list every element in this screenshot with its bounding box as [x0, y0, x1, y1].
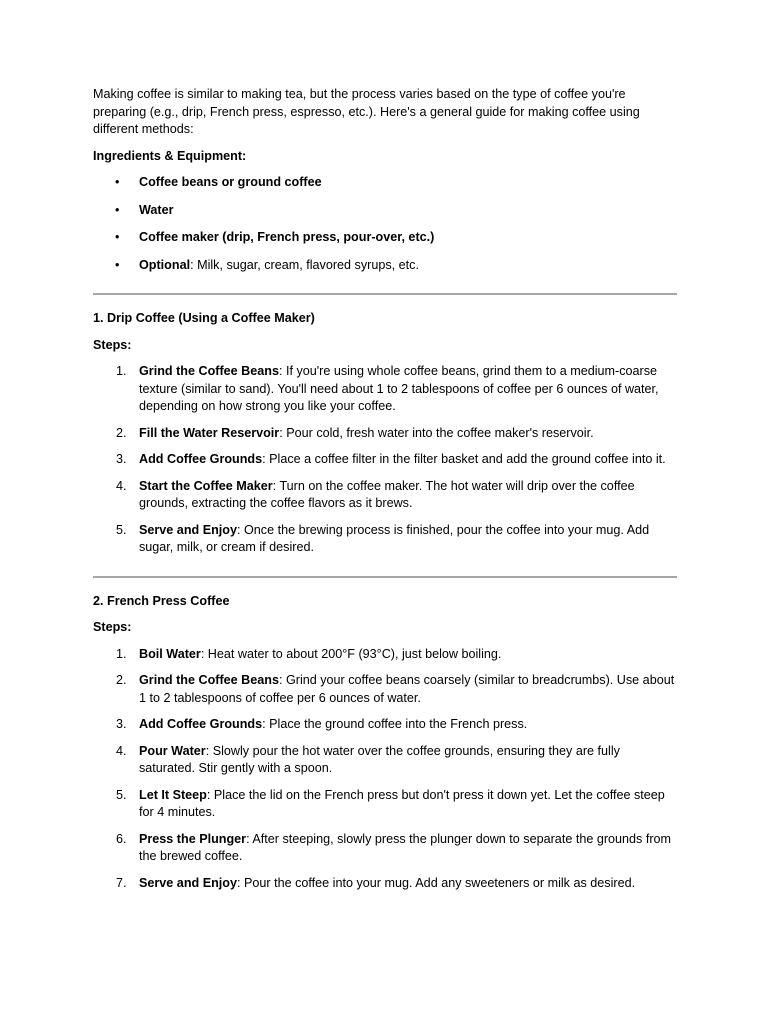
step-text: : Place a coffee filter in the filter basket and add the ground coffee into it.: [262, 452, 666, 466]
bullet-icon: •: [115, 175, 120, 189]
step-text: : Once the brewing process is finished, pour the coffee into your mug. Add sugar, milk, or cream if desired.: [139, 522, 650, 554]
item-text: : Milk, sugar, cream, flavored syrups, etc.: [190, 257, 419, 272]
section-divider: [93, 293, 677, 295]
step-title: Grind the Coffee Beans: [139, 364, 279, 378]
step-number: 2.: [116, 673, 127, 687]
step-number: 3.: [116, 717, 127, 731]
list-item: [93, 202, 677, 220]
step-number: 1.: [116, 364, 127, 378]
step-text: : If you're using whole coffee beans, grind them to a medium-coarse texture (similar to sand). You'll need about 1 to 2 tablespoons of coffee per 6 ounces of water, depending on how strong you like your coffee.: [139, 364, 659, 413]
step-title: Start the Coffee Maker: [139, 478, 273, 493]
step-number: 5.: [116, 787, 127, 802]
step-item: [93, 522, 677, 557]
step-title: Boil Water: [139, 646, 201, 661]
intro-paragraph: Making coffee is similar to making tea, but the process varies based on the type of coffee you're preparing (e.g., drip, French press, espresso, etc.). Here's a general guide for making coffee using different methods:: [93, 87, 640, 136]
step-title: Serve and Enjoy: [139, 875, 237, 890]
step-item: [93, 743, 677, 778]
step-title: Fill the Water Reservoir: [139, 425, 280, 440]
step-text: : Slowly pour the hot water over the coffee grounds, ensuring they are fully saturated. Stir gently with a spoon.: [139, 743, 620, 775]
step-text: : Pour the coffee into your mug. Add any sweeteners or milk as desired.: [237, 875, 636, 890]
section-divider: [93, 576, 677, 578]
item-label: Water: [139, 202, 174, 217]
list-item: [93, 229, 677, 247]
step-item: [93, 451, 677, 469]
step-number: 2.: [116, 425, 127, 440]
steps-label: Steps:: [93, 337, 132, 352]
step-number: 7.: [116, 875, 127, 890]
step-title: Pour Water: [139, 743, 206, 758]
step-item: [93, 478, 677, 513]
step-title: Add Coffee Grounds: [139, 717, 263, 731]
step-item: [93, 787, 677, 822]
item-label: Coffee beans or ground coffee: [139, 175, 322, 189]
step-title: Press the Plunger: [139, 831, 247, 846]
step-title: Add Coffee Grounds: [139, 452, 263, 466]
list-item: [93, 257, 677, 275]
step-number: 6.: [116, 831, 127, 846]
step-item: [93, 425, 677, 443]
section-title-drip: 1. Drip Coffee (Using a Coffee Maker): [93, 311, 315, 325]
step-text: : Pour cold, fresh water into the coffee maker's reservoir.: [279, 425, 594, 440]
step-item: [93, 716, 677, 734]
step-text: : Heat water to about 200°F (93°C), just below boiling.: [200, 646, 502, 661]
step-number: 5.: [116, 522, 127, 537]
step-number: 3.: [116, 452, 127, 466]
step-item: [93, 646, 677, 664]
list-item: [93, 174, 677, 192]
step-number: 4.: [116, 743, 127, 758]
step-number: 1.: [116, 646, 127, 661]
document-page: [93, 86, 677, 901]
bullet-icon: •: [115, 202, 120, 217]
step-title: Serve and Enjoy: [139, 522, 237, 537]
steps-label: Steps:: [93, 620, 132, 634]
step-text: : Place the ground coffee into the French press.: [262, 717, 528, 731]
item-label: Coffee maker (drip, French press, pour-over, etc.): [139, 230, 435, 244]
step-item: [93, 363, 677, 416]
ingredients-list: [93, 174, 677, 274]
step-text: : Grind your coffee beans coarsely (similar to breadcrumbs). Use about 1 to 2 tablespoons of coffee per 6 ounces of water.: [139, 673, 675, 705]
step-text: : After steeping, slowly press the plunger down to separate the grounds from the brewed coffee.: [139, 831, 672, 863]
step-number: 4.: [116, 478, 127, 493]
step-item: [93, 831, 677, 866]
step-title: Let It Steep: [139, 787, 207, 802]
bullet-icon: •: [115, 230, 120, 244]
ingredients-heading: Ingredients & Equipment:: [93, 148, 247, 163]
bullet-icon: •: [115, 257, 120, 272]
drip-steps-list: [93, 363, 677, 557]
step-text: : Place the lid on the French press but don't press it down yet. Let the coffee steep for 4 minutes.: [139, 787, 665, 819]
step-text: : Turn on the coffee maker. The hot water will drip over the coffee grounds, extracting the coffee flavors as it brews.: [139, 478, 635, 510]
item-label: Optional: [139, 257, 191, 272]
french-press-steps-list: [93, 646, 677, 893]
step-title: Grind the Coffee Beans: [139, 673, 279, 687]
step-item: [93, 875, 677, 893]
section-title-french-press: 2. French Press Coffee: [93, 593, 230, 608]
step-item: [93, 672, 677, 707]
